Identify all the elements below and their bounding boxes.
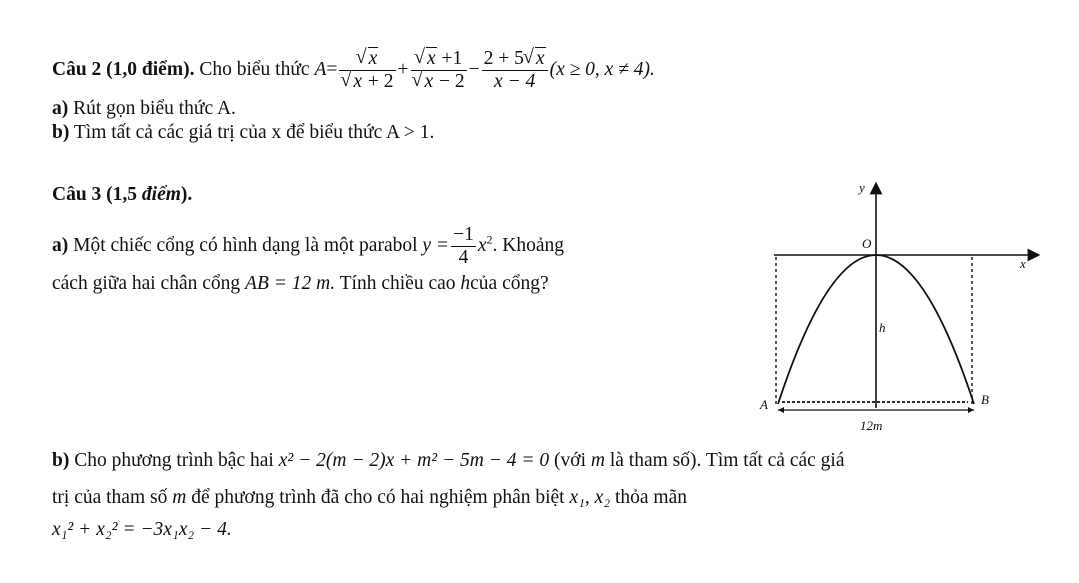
- q3-a-den: 4: [458, 247, 469, 268]
- q3-a-label: a): [52, 234, 69, 256]
- q3-b-text1: Cho phương trình bậc hai: [74, 450, 274, 471]
- f2-den-b: − 2: [439, 71, 465, 92]
- q3-a-text2: . Khoảng: [492, 234, 565, 256]
- q3-a-x: x: [477, 234, 487, 256]
- q3-a-line2-1: cách giữa hai chân cổng: [52, 273, 241, 294]
- q3-a-exp: 2: [486, 232, 493, 247]
- q3-a-y: y =: [422, 234, 450, 256]
- q3-heading: [52, 183, 192, 207]
- x-axis-label: x: [1020, 256, 1026, 271]
- parabola-gate-figure: [748, 178, 1048, 438]
- q3-b-text3: là tham số). Tìm tất cả các giá: [609, 450, 845, 471]
- q3-heading-a: Câu 3 (1,5: [52, 184, 142, 205]
- q3-part-b-line3: [52, 518, 232, 542]
- q2-heading: Câu 2 (1,0 điểm).: [52, 58, 195, 80]
- q3-a-fraction: [451, 224, 476, 269]
- f1-num: x: [368, 48, 378, 69]
- q3-part-a-line1: [52, 224, 564, 269]
- q2-expression: [314, 48, 655, 92]
- q2-a-label: a): [52, 98, 69, 119]
- f3-num-a: 2 + 5: [483, 48, 524, 69]
- origin-label: O: [862, 236, 872, 251]
- q2-b-label: b): [52, 122, 70, 143]
- q3-part-b-line2: [52, 486, 687, 510]
- q3-part-a-line2: [52, 272, 549, 296]
- fraction-3: [482, 48, 548, 93]
- q3-a-line2-math: AB = 12 m.: [245, 273, 336, 294]
- f3-num-b: x: [535, 48, 545, 69]
- expr-plus: +: [397, 58, 409, 80]
- expr-lhs: A: [314, 58, 327, 80]
- fraction-1: [339, 48, 395, 93]
- f1-den-b: + 2: [367, 71, 394, 92]
- q2-a-text: Rút gọn biểu thức A.: [73, 98, 236, 119]
- f2-den-a: x: [424, 71, 434, 92]
- expr-eq: =: [326, 58, 338, 80]
- f2-num-a: x: [426, 48, 436, 69]
- q2-line: [52, 48, 655, 93]
- f3-den: x − 4: [493, 71, 536, 92]
- width-label: 12m: [860, 418, 883, 433]
- q3-heading-b: điểm: [141, 184, 181, 205]
- q3-b-line2-2: để phương trình đã cho có hai nghiệm phân biệt: [191, 487, 565, 508]
- q2-part-b: [52, 121, 434, 145]
- expr-condition: (x ≥ 0, x ≠ 4).: [549, 58, 655, 80]
- point-b-label: B: [981, 392, 989, 407]
- height-label: h: [879, 320, 886, 335]
- q3-a-line2-3: của cổng?: [470, 273, 549, 294]
- q2-part-a: [52, 97, 236, 121]
- f2-num-b: +1: [441, 48, 463, 69]
- q3-b-line2-3: thỏa mãn: [614, 487, 688, 508]
- q3-part-b-line1: [52, 449, 845, 473]
- f1-den-a: x: [353, 71, 363, 92]
- q3-a-text1: Một chiếc cổng có hình dạng là một parabol: [73, 234, 418, 256]
- q3-b-line2-m: m: [172, 487, 187, 508]
- q3-b-equation: x² − 2(m − 2)x + m² − 5m − 4 = 0: [278, 450, 550, 471]
- q2-intro: Cho biểu thức: [199, 58, 310, 80]
- q3-b-m: m: [590, 450, 605, 471]
- fraction-2: [411, 48, 467, 93]
- q3-a-line2-2: Tính chiều cao: [339, 273, 456, 294]
- q3-b-text2: (với: [554, 450, 587, 471]
- point-a-label: A: [760, 397, 768, 412]
- q3-b-line2-1: trị của tham số: [52, 487, 168, 508]
- q3-heading-c: ).: [180, 184, 193, 205]
- q3-a-h: h: [460, 273, 471, 294]
- y-axis-label: y: [859, 180, 865, 195]
- q3-b-line2-x: x₁, x₂: [569, 487, 611, 508]
- q3-b-condition: x₁² + x₂² = −3x₁x₂ − 4.: [52, 519, 232, 540]
- expr-minus: −: [468, 58, 480, 80]
- q3-a-num: −1: [453, 224, 474, 245]
- q3-b-label: b): [52, 450, 70, 471]
- q2-b-text: Tìm tất cả các giá trị của x để biểu thức A > 1.: [73, 122, 435, 143]
